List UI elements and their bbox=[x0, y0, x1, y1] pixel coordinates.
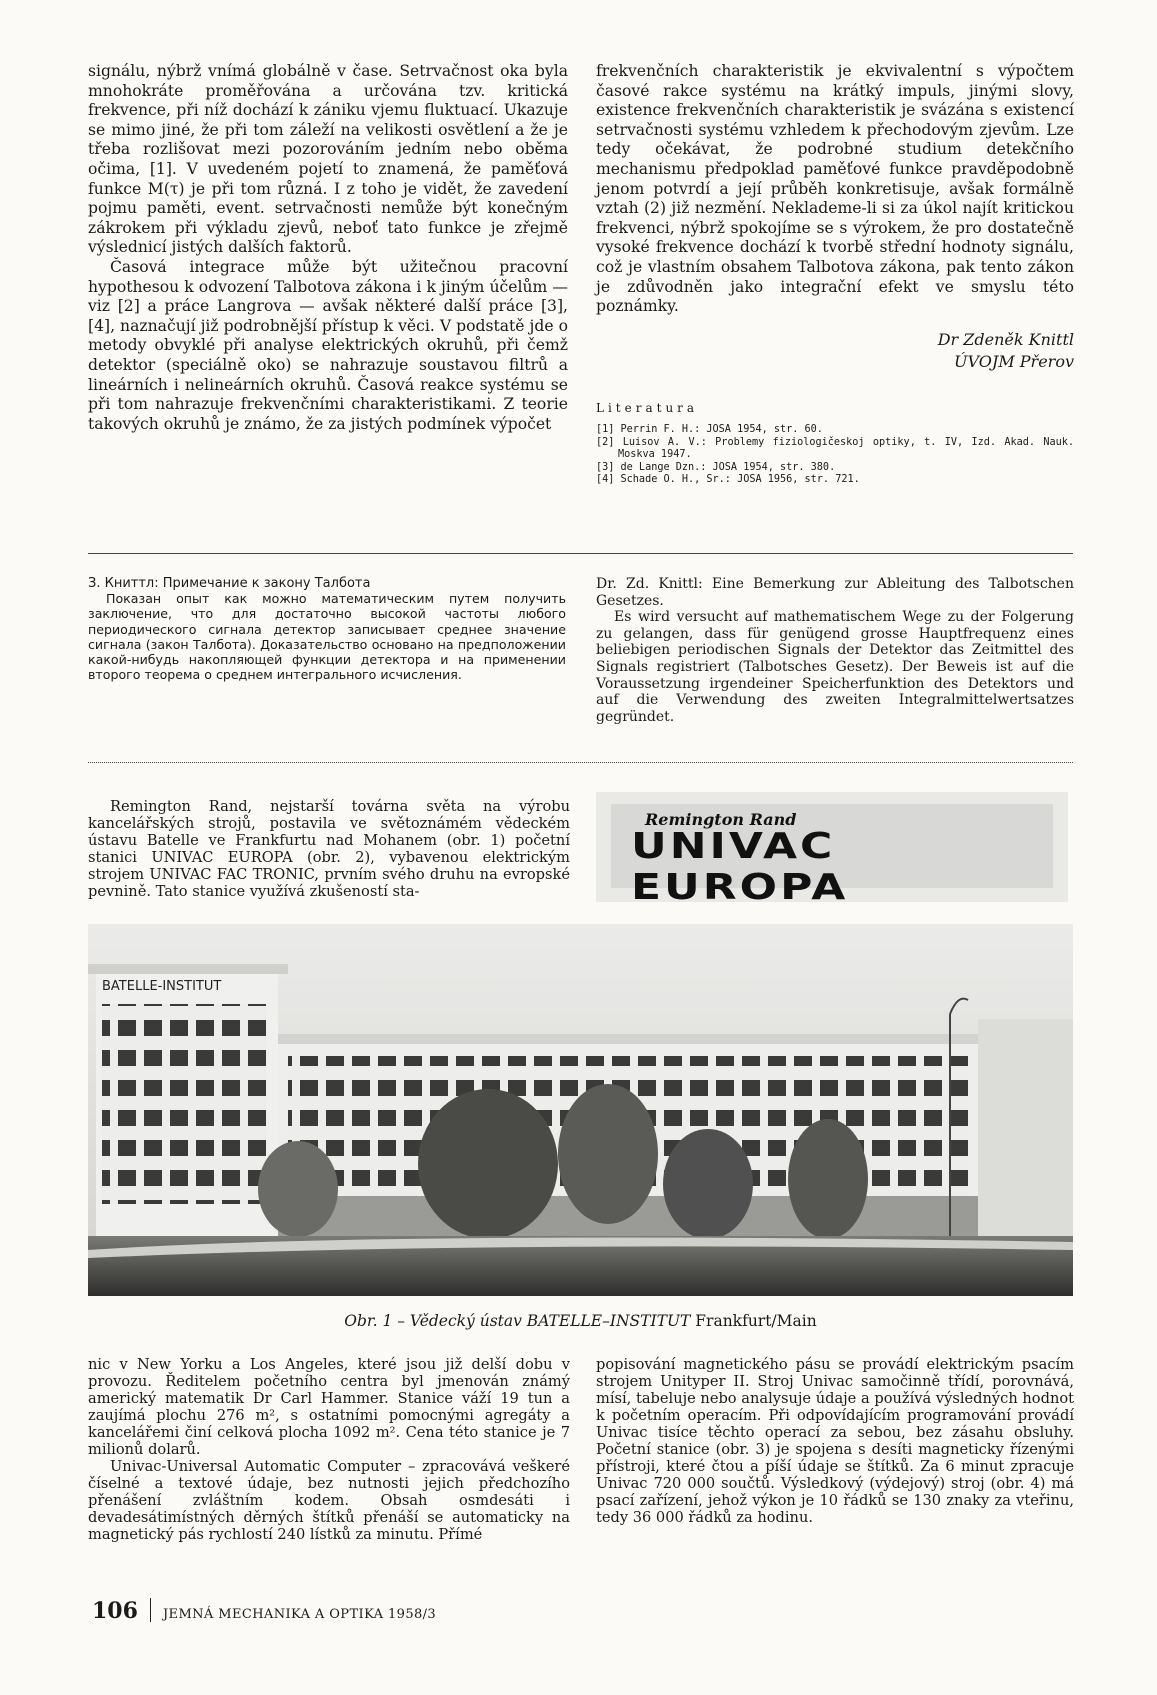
article-left-column bbox=[88, 62, 568, 434]
paragraph: signálu, nýbrž vnímá globálně v čase. Setrvačnost oka byla mnohokráte proměřována a určována tzv. kritická frekvence, při níž dochází k zániku vjemu fluktuací. Ukazuje se mimo jiné, že při tom záleží na velikosti osvětlení a že je třeba rozlišovat mezi pozorováním jedním nebo oběma očima, [1]. V uvedeném pojetí to znamená, že paměťová funkce M(τ) je při tom různá. I z toho je vidět, že zavedení pojmu paměti, event. setrvačnosti nemůže být konečným zákrokem při výkladu zjevů, neboť tato funkce je zřejmě výslednicí jistých dalších faktorů. bbox=[88, 62, 568, 257]
literature-item: [1] Perrin F. H.: JOSA 1954, str. 60. bbox=[596, 424, 823, 436]
separator-line bbox=[88, 762, 1073, 763]
caption-italic: Obr. 1 – Vědecký ústav BATELLE–INSTITUT bbox=[344, 1312, 691, 1330]
bottom-left-column bbox=[88, 1356, 570, 1543]
abstract-text: Показан опыт как можно математическим путем получить заключение, что для достаточно высокой частоты любого периодического сигнала детектор записывает среднее значение сигнала (закон Талбота). Доказательство основано на предположении какой-нибудь накопляющей функции детектора и на применении второго теорема о среднем интегрального исчисления. bbox=[88, 591, 566, 683]
page-number: 106 bbox=[92, 1598, 138, 1624]
paragraph: Časová integrace může být užitečnou pracovní hypothesou k odvození Talbotova zákona i k jiným účelům — viz [2] a práce Langrova — avšak některé další práce [3], [4], naznačují již podrobnější přístup k věci. V podstatě jde o metody obvyklé při analyse elektrických okruhů, při čemž detektor (speciálně oko) se nahrazuje soustavou filtrů a lineárních i nelineárních okruhů. Časová reakce systému se při tom nahrazuje frekvenčními charakteristikami. Z teorie takových okruhů je známo, že za jistých podmínek výpočet bbox=[88, 257, 568, 433]
literature-list bbox=[596, 424, 1074, 486]
paragraph: Remington Rand, nejstarší továrna světa na výrobu kancelářských strojů, postavila ve světoznámém vědeckém ústavu Batelle ve Frankfurtu nad Mohanem (obr. 1) početní stanici UNIVAC EUROPA (obr. 2), vybavenou elektrickým strojem UNIVAC FAC TRONIC, prvním svého druhu na evropské pevnině. Tato stanice využívá zkušeností sta- bbox=[88, 798, 570, 900]
separator-line bbox=[88, 553, 1073, 554]
univac-intro bbox=[88, 798, 570, 900]
figure-caption bbox=[88, 1312, 1073, 1330]
literature-item: [4] Schade O. H., Sr.: JOSA 1956, str. 721. bbox=[596, 473, 860, 485]
abstract-german bbox=[596, 576, 1074, 725]
paragraph: frekvenčních charakteristik je ekvivalentní s výpočtem časové rakce systému na krátký impuls, jinými slovy, existence frekvenčních charakteristik je svázána s existencí setrvačnosti systému vzhledem k přechodovým zjevům. Lze tedy očekávat, že podrobné studium detekčního mechanismu předpoklad paměťové funkce pravděpodobně jenom potvrdí a její průběh konkretisuje, avšak formálně vztah (2) již nezmění. Neklademe-li si za úkol najít kritickou frekvenci, nýbrž spokojíme se s výrokem, že pro dostatečně vysoké frekvence dochází k tvorbě střední hodnoty signálu, což je vlastním obsahem Talbotova zákona, pak tento zákon je zdůvodněn jako integrační efekt ve smyslu této poznámky. bbox=[596, 62, 1074, 316]
logo-brand: Remington Rand bbox=[645, 810, 797, 829]
bottom-right-column bbox=[596, 1356, 1074, 1526]
literature-item: [3] de Lange Dzn.: JOSA 1954, str. 380. bbox=[596, 461, 836, 473]
author-name: Dr Zdeněk Knittl bbox=[937, 329, 1074, 349]
footer-divider bbox=[150, 1598, 151, 1622]
batelle-institut-photo bbox=[88, 924, 1073, 1296]
literature-item: [2] Luisov A. V.: Problemy fiziologičeskoj optiky, t. IV, Izd. Akad. Nauk. Moskva 1947. bbox=[596, 436, 1074, 461]
paragraph: nic v New Yorku a Los Angeles, které jsou již delší dobu v provozu. Ředitelem početního centra byl jmenován známý americký matematik Dr Carl Hammer. Stanice váží 19 tun a zaujímá plochu 276 m², s ostatními pomocnými agregáty a kancelářemi činí celková plocha 1092 m². Cena této stanice je 7 milionů dolarů. bbox=[88, 1356, 570, 1458]
univac-europa-logo bbox=[596, 792, 1068, 908]
photo-sign: BATELLE-INSTITUT bbox=[102, 979, 222, 994]
paragraph: popisování magnetického pásu se provádí elektrickým psacím strojem Unityper II. Stroj Univac samočinně třídí, porovnává, mísí, tabeluje nebo analysuje údaje a používá výsledných hodnot k početním operacím. Při odpovídajícím programování provádí Univac tisíce těchto operací za sebou, bez zásahu obsluhy. Početní stanice (obr. 3) je spojena s desíti magneticky řízenými přístroji, které čtou a píší údaje se štítků. Za 6 minut zpracuje Univac 720 000 součtů. Výsledkový (výdejový) stroj (obr. 4) má psací zařízení, jehož výkon je 10 řádků se 130 znaky za vteřinu, tedy 36 000 řádků za hodinu. bbox=[596, 1356, 1074, 1526]
caption-place: Frankfurt/Main bbox=[695, 1312, 817, 1330]
paragraph: Univac-Universal Automatic Computer – zpracovává veškeré číselné a textové údaje, bez nutnosti jejich předchozího přenášení zvláštním kodem. Obsah osmdesáti i devadesátimístných děrných štítků přenáší se automaticky na magnetický pás rychlostí 240 lístků za minutu. Přímé bbox=[88, 1458, 570, 1543]
abstract-heading: З. Книттл: Примечание к закону Талбота bbox=[88, 576, 371, 591]
abstract-text: Es wird versucht auf mathematischem Wege zu der Folgerung zu gelangen, dass für genügend grosse Hauptfrequenz eines beliebigen periodischen Signals der Detektor das Zeitmittel des Signals registriert (Talbotsches Gesetz). Der Beweis ist auf die Voraussetzung irgendeiner Speicherfunktion des Detektors und auf die Verwendung des zweiten Integralmittelwertsatzes gegründet. bbox=[596, 609, 1074, 725]
logo-title: UNIVAC EUROPA bbox=[631, 826, 849, 908]
literature-heading: Literatura bbox=[596, 400, 699, 415]
abstract-heading: Dr. Zd. Knittl: Eine Bemerkung zur Ableitung des Talbotschen Gesetzes. bbox=[596, 576, 1074, 609]
author-affiliation: ÚVOJM Přerov bbox=[954, 351, 1074, 371]
journal-title: JEMNÁ MECHANIKA A OPTIKA 1958/3 bbox=[162, 1607, 437, 1622]
signature bbox=[596, 329, 1074, 373]
page-footer bbox=[92, 1598, 436, 1624]
abstract-russian bbox=[88, 576, 566, 682]
article-right-column bbox=[596, 62, 1074, 486]
